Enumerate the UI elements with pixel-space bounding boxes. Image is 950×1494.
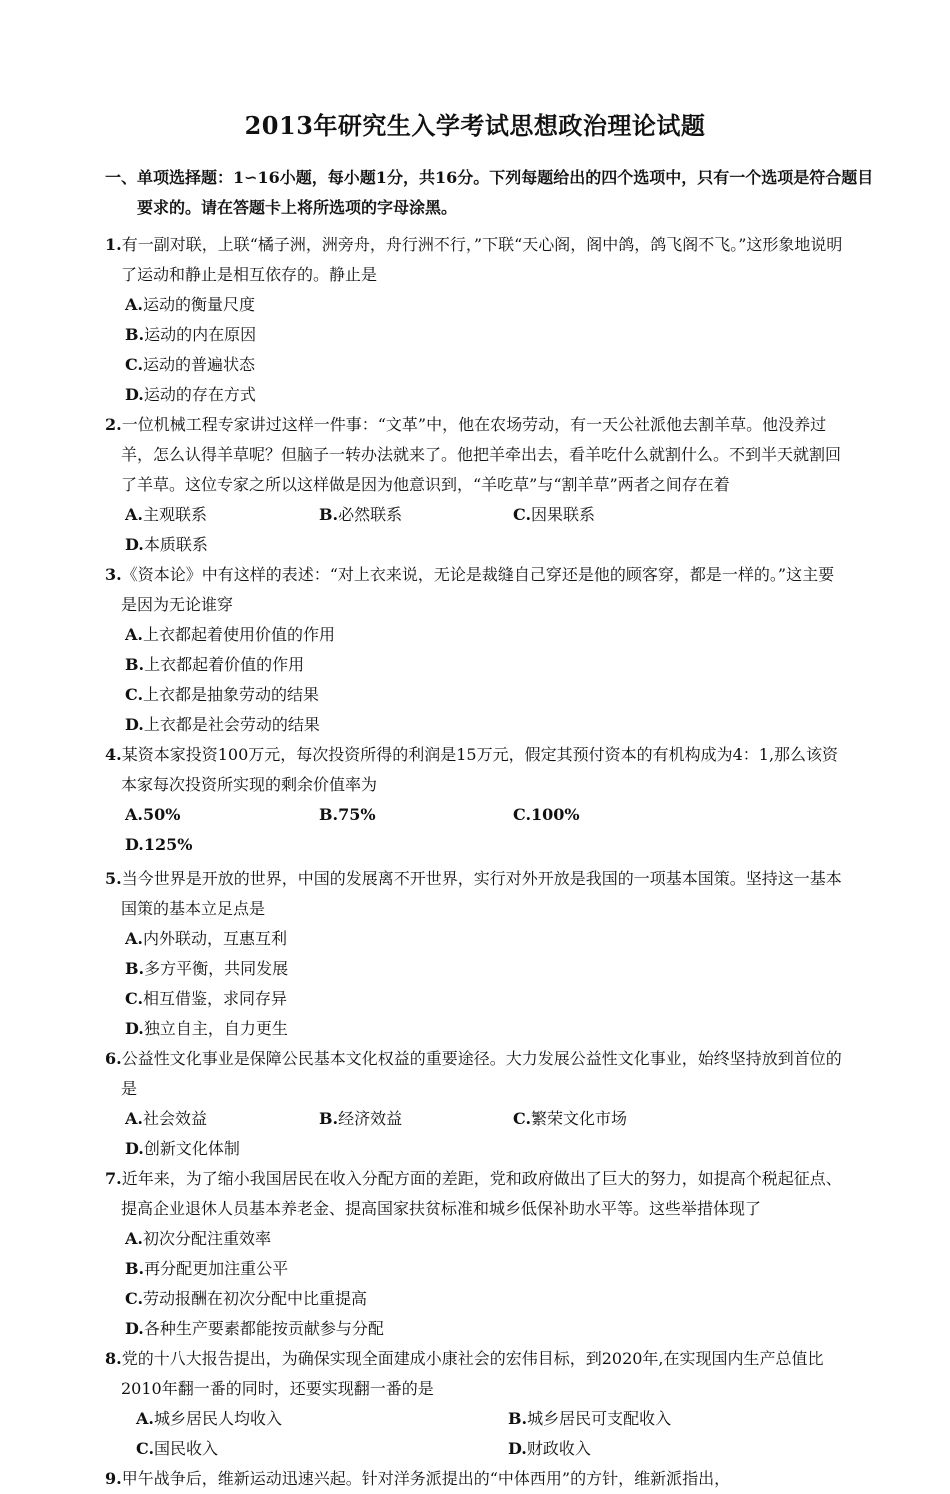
page-title: 2013年研究生入学考试思想政治理论试题 [244, 111, 706, 140]
option-b[interactable]: B.上衣都起着价值的作用 [125, 655, 305, 674]
question-6 [105, 1044, 850, 1104]
question-5 [105, 864, 850, 924]
option-a[interactable]: A.主观联系 [125, 505, 207, 524]
section-header: 一、单项选择题：1∽16小题，每小题1分，共16分。下列每题给出的四个选项中，只有一个选项是符合题目要求的。请在答题卡上将所选项的字母涂黑。 [105, 168, 874, 217]
question-2 [105, 410, 850, 500]
option-c[interactable]: C.国民收入 [136, 1439, 219, 1458]
option-b[interactable]: B.必然联系 [319, 505, 403, 524]
option-a[interactable]: A.初次分配注重效率 [125, 1229, 271, 1248]
question-4 [105, 740, 850, 800]
option-c[interactable]: C.100% [513, 805, 580, 824]
question-7 [105, 1164, 850, 1224]
question-number: 9. [105, 1469, 122, 1488]
question-text: 党的十八大报告提出，为确保实现全面建成小康社会的宏伟目标，到2020年,在实现国内生产总值比2010年翻一番的同时，还要实现翻一番的是 [121, 1349, 824, 1398]
option-d[interactable]: D.各种生产要素都能按贡献参与分配 [125, 1319, 384, 1338]
question-text: 某资本家投资100万元，每次投资所得的利润是15万元，假定其预付资本的有机构成为4：1,那么该资本家每次投资所实现的剩余价值率为 [121, 745, 839, 794]
question-number: 5. [105, 869, 122, 888]
option-d[interactable]: D.运动的存在方式 [125, 385, 256, 404]
option-a[interactable]: A.内外联动，互惠互利 [125, 929, 287, 948]
option-c[interactable]: C.劳动报酬在初次分配中比重提高 [125, 1289, 368, 1308]
option-group [105, 1404, 850, 1464]
option-group [105, 620, 850, 740]
option-a[interactable]: A.城乡居民人均收入 [136, 1409, 282, 1428]
question-text: 有一副对联，上联“橘子洲，洲旁舟，舟行洲不行，”下联“天心阁，阁中鸽，鸽飞阁不飞。”这形象地说明了运动和静止是相互依存的。静止是 [121, 235, 843, 284]
question-text: 当今世界是开放的世界，中国的发展离不开世界，实行对外开放是我国的一项基本国策。坚持这一基本国策的基本立足点是 [121, 869, 842, 918]
option-b[interactable]: B.多方平衡，共同发展 [125, 959, 289, 978]
question-number: 7. [105, 1169, 122, 1188]
option-a[interactable]: A.50% [125, 805, 181, 824]
option-c[interactable]: C.因果联系 [513, 505, 596, 524]
option-c[interactable]: C.上衣都是抽象劳动的结果 [125, 685, 320, 704]
question-number: 4. [105, 745, 122, 764]
question-text: 近年来，为了缩小我国居民在收入分配方面的差距，党和政府做出了巨大的努力，如提高个税起征点、提高企业退休人员基本养老金、提高国家扶贫标准和城乡低保补助水平等。这些举措体现了 [121, 1169, 842, 1218]
question-8 [105, 1344, 850, 1404]
option-group [105, 1104, 850, 1164]
question-number: 2. [105, 415, 122, 434]
question-number: 1. [105, 235, 122, 254]
question-text: 公益性文化事业是保障公民基本文化权益的重要途径。大力发展公益性文化事业，始终坚持放到首位的是 [121, 1049, 842, 1098]
option-d[interactable]: D.上衣都是社会劳动的结果 [125, 715, 320, 734]
option-c[interactable]: C.相互借鉴，求同存异 [125, 989, 288, 1008]
option-c[interactable]: C.运动的普遍状态 [125, 355, 256, 374]
question-number: 8. [105, 1349, 122, 1368]
option-a[interactable]: A.运动的衡量尺度 [125, 295, 255, 314]
question-number: 6. [105, 1049, 122, 1068]
question-9 [105, 1464, 850, 1494]
option-c[interactable]: C.繁荣文化市场 [513, 1109, 628, 1128]
question-3 [105, 560, 850, 620]
option-d[interactable]: D.125% [125, 835, 193, 854]
option-b[interactable]: B.再分配更加注重公平 [125, 1259, 289, 1278]
option-group [105, 290, 850, 410]
option-d[interactable]: D.本质联系 [125, 535, 208, 554]
option-group [105, 500, 850, 560]
question-text: 甲午战争后，维新运动迅速兴起。针对洋务派提出的“中体西用”的方针，维新派指出， [121, 1469, 731, 1488]
option-group [105, 800, 850, 860]
option-group [105, 924, 850, 1044]
question-text: 《资本论》中有这样的表述：“对上衣来说，无论是裁缝自己穿还是他的顾客穿，都是一样的。”这主要是因为无论谁穿 [121, 565, 835, 614]
question-1 [105, 230, 850, 290]
option-b[interactable]: B.75% [319, 805, 376, 824]
option-a[interactable]: A.上衣都起着使用价值的作用 [125, 625, 335, 644]
option-b[interactable]: B.城乡居民可支配收入 [508, 1409, 672, 1428]
question-number: 3. [105, 565, 122, 584]
option-b[interactable]: B.经济效益 [319, 1109, 403, 1128]
question-list [105, 230, 850, 1494]
option-d[interactable]: D.创新文化体制 [125, 1139, 240, 1158]
option-d[interactable]: D.财政收入 [508, 1439, 591, 1458]
option-group [105, 1224, 850, 1344]
option-b[interactable]: B.运动的内在原因 [125, 325, 257, 344]
question-text: 一位机械工程专家讲过这样一件事：“文革”中，他在农场劳动，有一天公社派他去割羊草。他没养过羊，怎么认得羊草呢？但脑子一转办法就来了。他把羊牵出去，看羊吃什么就割什么。不到半天就割回了羊草。这位专家之所以这样做是因为他意识到，“羊吃草”与“割羊草”两者之间存在着 [121, 415, 842, 494]
option-d[interactable]: D.独立自主，自力更生 [125, 1019, 288, 1038]
option-a[interactable]: A.社会效益 [125, 1109, 207, 1128]
